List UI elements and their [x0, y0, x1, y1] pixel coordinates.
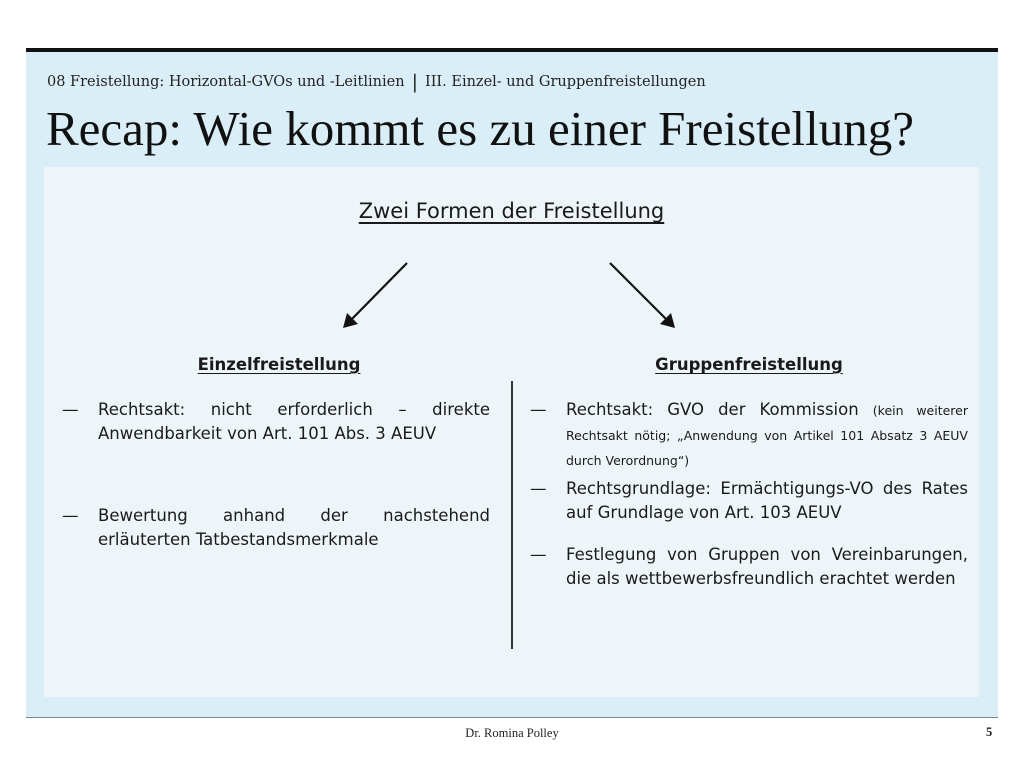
bullet-text: Rechtsakt: GVO der Kommission — [566, 400, 859, 419]
bullet-text: Bewertung anhand der nachstehend erläuterten Tatbestandsmerkmale — [98, 506, 490, 549]
bullet-dash: — — [62, 400, 79, 419]
left-bullet-2 — [62, 504, 490, 552]
bullet-text: Festlegung von Gruppen von Vereinbarungen, die als wettbewerbsfreundlich erachtet werden — [566, 545, 968, 588]
bullet-text-group — [566, 398, 968, 473]
bullet-dash: — — [530, 545, 547, 564]
bullet-dash: — — [530, 479, 547, 498]
page-number: 5 — [986, 725, 993, 739]
arrows-diagram — [44, 167, 979, 367]
right-bullet-2 — [530, 477, 968, 525]
top-rule — [26, 48, 998, 52]
arrow-left — [343, 263, 407, 328]
bullet-dash: — — [62, 506, 79, 525]
bottom-rule — [26, 717, 998, 718]
content-panel — [44, 167, 979, 697]
section-heading: Zwei Formen der Freistellung — [358, 199, 665, 223]
breadcrumb-right: III. Einzel- und Gruppenfreistellungen — [424, 74, 706, 90]
left-column-heading: Einzelfreistellung — [197, 355, 361, 374]
breadcrumb — [47, 71, 706, 93]
bullet-text: Rechtsgrundlage: Ermächtigungs-VO des Rates auf Grundlage von Art. 103 AEUV — [566, 479, 968, 522]
bullet-note: (kein weiterer Rechtsakt nötig; „Anwendung von Artikel 101 Absatz 3 AEUV durch Verordnung“) — [566, 403, 969, 468]
footer-author: Dr. Romina Polley — [465, 726, 559, 740]
bullet-dash: — — [530, 400, 547, 419]
right-bullet-1 — [530, 398, 968, 473]
left-bullet-1 — [62, 398, 490, 446]
right-column-heading: Gruppenfreistellung — [655, 355, 843, 374]
bullet-text: Rechtsakt: nicht erforderlich – direkte Anwendbarkeit von Art. 101 Abs. 3 AEUV — [98, 400, 490, 443]
arrow-right — [610, 263, 675, 328]
breadcrumb-separator: | — [411, 71, 418, 93]
right-bullet-3 — [530, 543, 968, 591]
page-title: Recap: Wie kommt es zu einer Freistellung? — [46, 101, 914, 156]
column-divider — [511, 381, 513, 649]
breadcrumb-left: 08 Freistellung: Horizontal-GVOs und -Leitlinien — [47, 74, 405, 90]
